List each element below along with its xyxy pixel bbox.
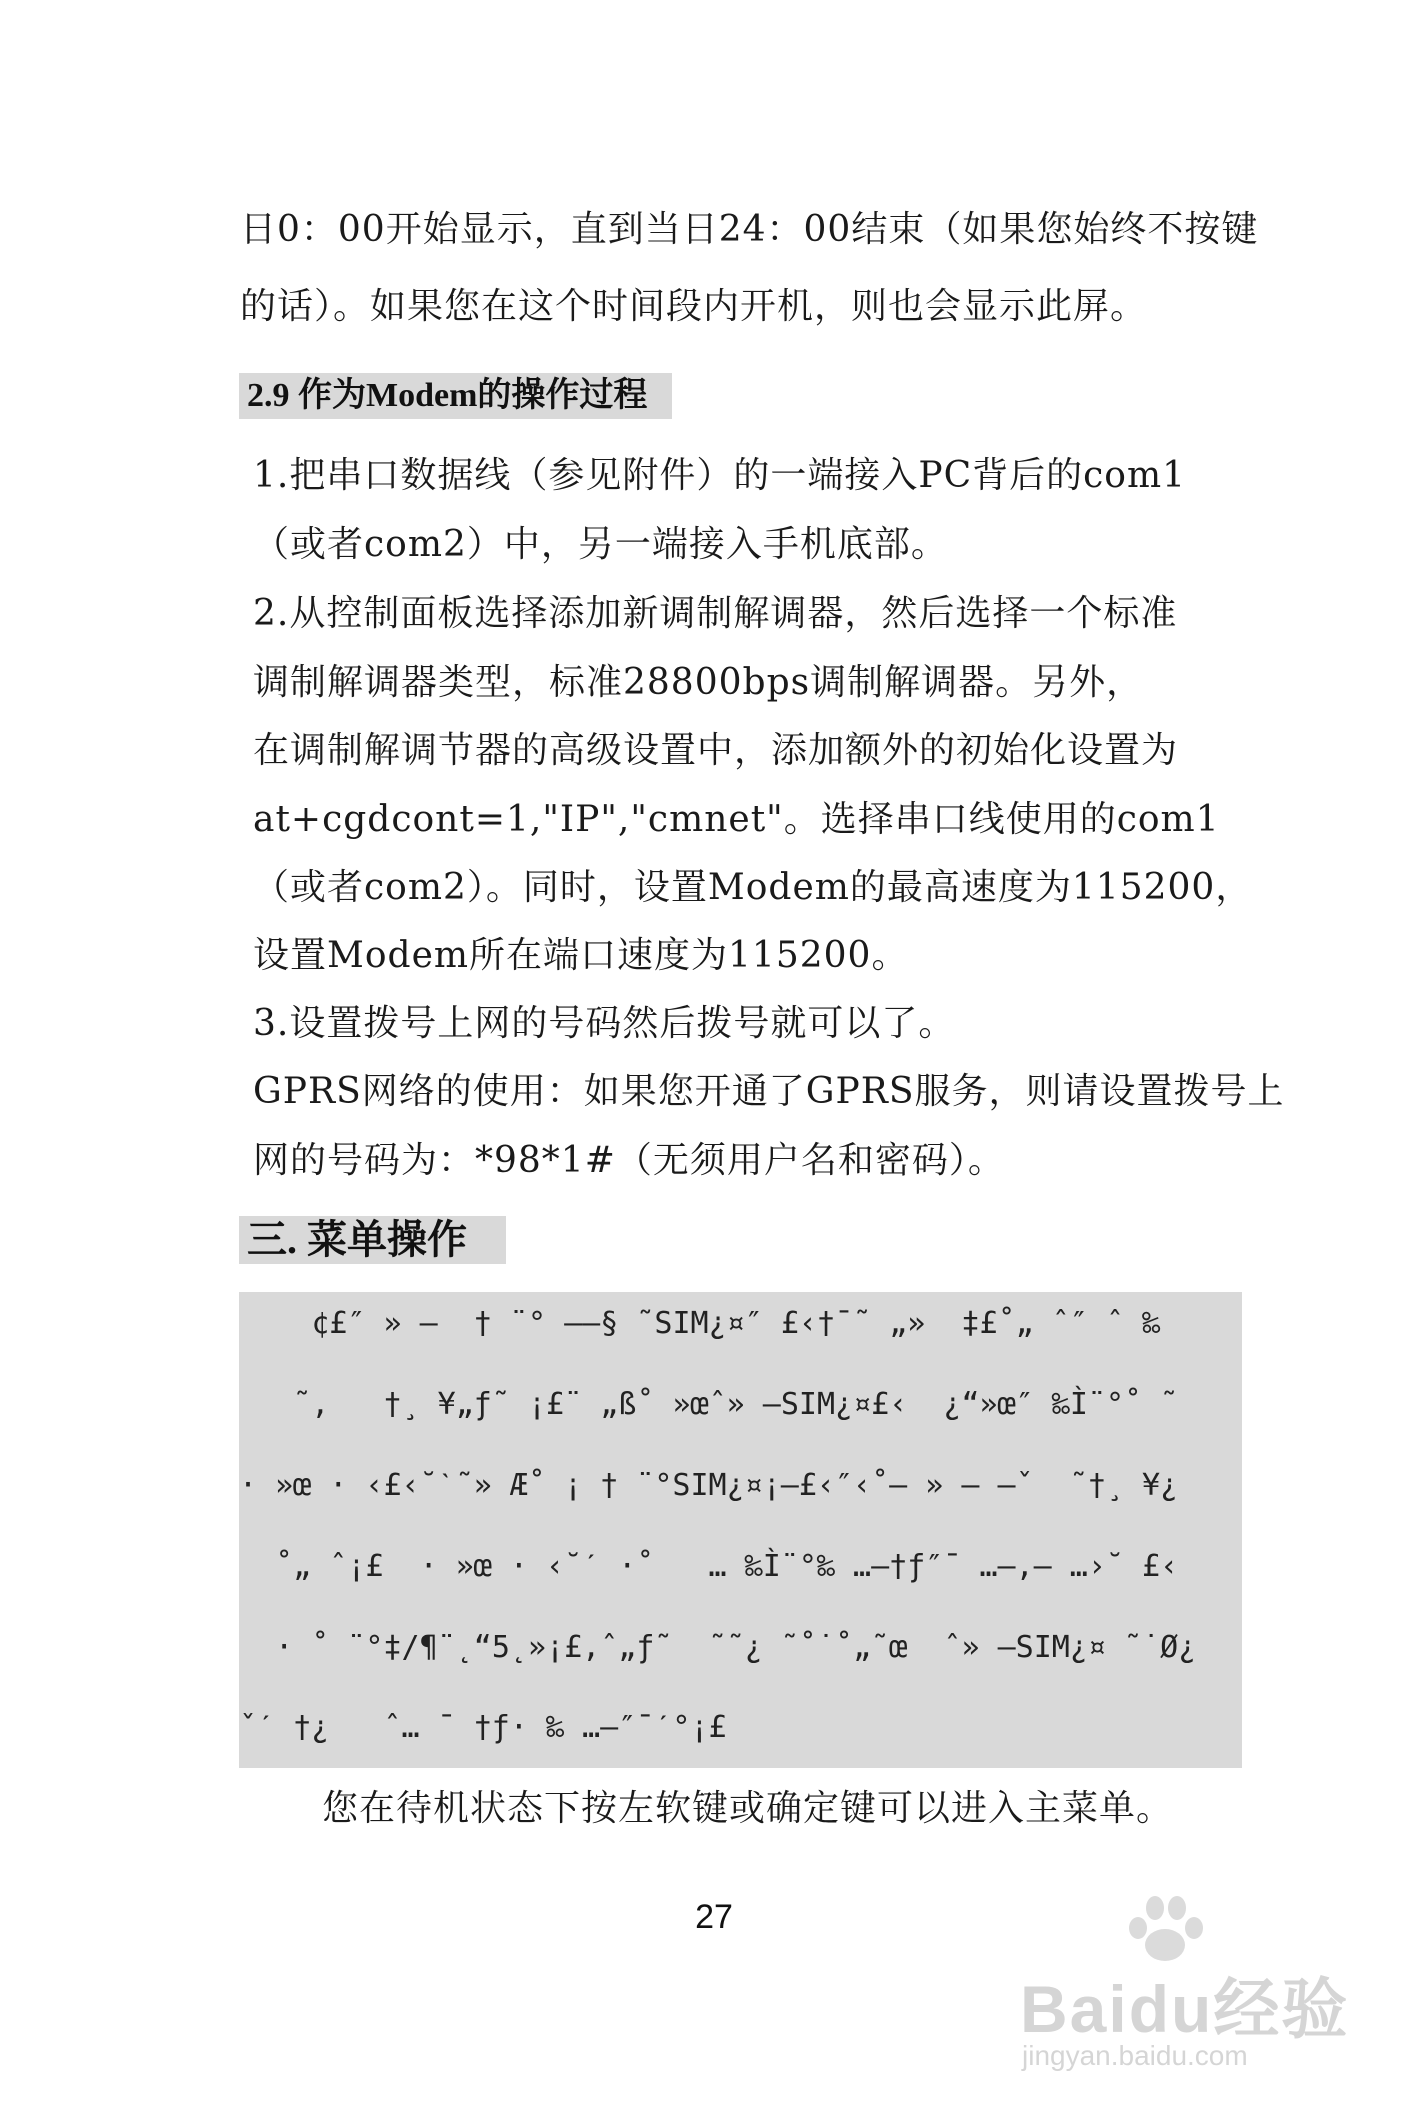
watermark-brand: Baidu经验 <box>1020 1972 1350 2046</box>
garbled-line: · ˚ ¨°‡/¶¨˛“5˛»¡£,ˆ„ƒ˜ ˜˜¿ ˜˚˙˚„˜œ ˆ» —SIM¿¤ ˜˙Ø¿ <box>239 1630 1197 1665</box>
list-line: GPRS网络的使用：如果您开通了GPRS服务，则请设置拨号上 <box>253 1071 1285 1112</box>
list-line: （或者com2）。同时，设置Modem的最高速度为115200， <box>253 867 1253 908</box>
list-line: 调制解调器类型，标准28800bps调制解调器。另外， <box>253 662 1144 703</box>
paragraph-line: 日0：00开始显示，直到当日24：00结束（如果您始终不按键 <box>240 209 1259 250</box>
list-line: 3.设置拨号上网的号码然后拨号就可以了。 <box>253 1003 956 1044</box>
garbled-line: ¢£″ » — † ¨° ——§ ˜SIM¿¤″ £‹†¯˜ „» ‡£˚„ ˆ″ ˆ ‰ <box>239 1306 1161 1341</box>
garbled-line: ˚„ ˆ¡£ · »œ · ‹˘ˊ ·˚ … ‰Ì¨°‰ …–†ƒ″¯ …–,– …›˘ £‹ <box>239 1549 1179 1584</box>
baidu-watermark <box>1010 1890 1350 2080</box>
page-number: 27 <box>695 1898 733 1936</box>
list-line: 网的号码为：*98*1#（无须用户名和密码）。 <box>253 1140 1005 1181</box>
garbled-line: · »œ · ‹£‹˘ˋ˜» Æ˚ ¡ † ¨°SIM¿¤¡–£‹″‹˚– » — —ˇ ˜†¸ ¥¿ <box>239 1468 1179 1503</box>
garbled-line: ˜, †¸ ¥„ƒ˜ ¡£¨ „ß˚ »œˆ» —SIM¿¤£‹ ¿“»œ″ ‰Ì¨°˚ ˜ <box>239 1387 1179 1422</box>
paragraph-line: 的话）。如果您在这个时间段内开机，则也会显示此屏。 <box>240 286 1148 327</box>
section-heading-3: 三. 菜单操作 <box>239 1216 506 1264</box>
watermark-url: jingyan.baidu.com <box>1022 2040 1248 2071</box>
list-line: 1.把串口数据线（参见附件）的一端接入PC背后的com1 <box>253 455 1186 496</box>
list-line: 在调制解调节器的高级设置中，添加额外的初始化设置为 <box>253 730 1179 771</box>
garbled-line: ˇˊ †¿ ˆ… ¯ †ƒ· ‰ …–″¯ˊ°¡£ <box>239 1710 727 1745</box>
body-text: 您在待机状态下按左软键或确定键可以进入主菜单。 <box>322 1788 1174 1829</box>
list-line: （或者com2）中，另一端接入手机底部。 <box>253 524 948 565</box>
garbled-text-block <box>239 1292 1242 1768</box>
list-line: 设置Modem所在端口速度为115200。 <box>253 935 909 976</box>
list-line: 2.从控制面板选择添加新调制解调器，然后选择一个标准 <box>253 593 1178 634</box>
section-heading-2-9: 2.9 作为Modem的操作过程 <box>239 373 672 419</box>
list-line: at+cgdcont=1,"IP","cmnet"。选择串口线使用的com1 <box>253 799 1220 840</box>
